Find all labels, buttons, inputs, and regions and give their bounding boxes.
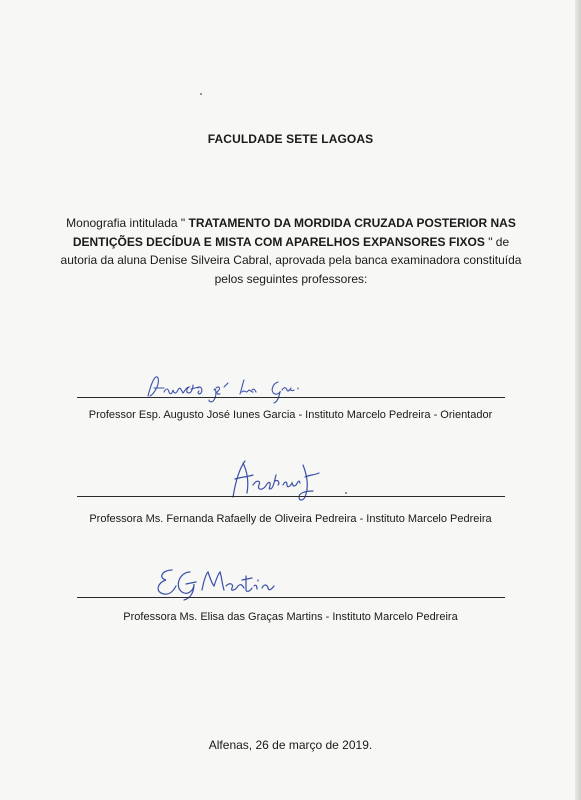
statement-suffix: " de autoria da aluna Denise Silveira Cabral, aprovada pela banca examinadora constituída pelos seguintes professores: [60,234,522,286]
signature-line [77,397,505,398]
scan-edge [575,0,581,800]
signatory-caption: Professor Esp. Augusto José Iunes Garcia - Instituto Marcelo Pedreira - Orientador [88,409,493,421]
signature-line [77,597,505,598]
signatory-caption: Professora Ms. Elisa das Graças Martins - Instituto Marcelo Pedreira [123,611,458,623]
date-line: Alfenas, 26 de março de 2019. [208,738,373,752]
signature-fernanda-image [225,455,335,505]
signature-line [77,496,505,497]
scan-speck [200,93,202,95]
approval-statement [60,214,522,288]
signature-augusto-image [140,370,320,404]
signatory-caption: Professora Ms. Fernanda Rafaelly de Oliveira Pedreira - Instituto Marcelo Pedreira [89,513,492,525]
institution-heading: FACULDADE SETE LAGOAS [207,132,374,146]
statement-prefix: Monografia intitulada " [66,216,189,230]
scan-speck [345,492,347,494]
monograph-title: TRATAMENTO DA MORDIDA CRUZADA POSTERIOR NAS DENTIÇÕES DECÍDUA E MISTA COM APARELHOS EXPANSORES FIXOS [72,216,516,249]
